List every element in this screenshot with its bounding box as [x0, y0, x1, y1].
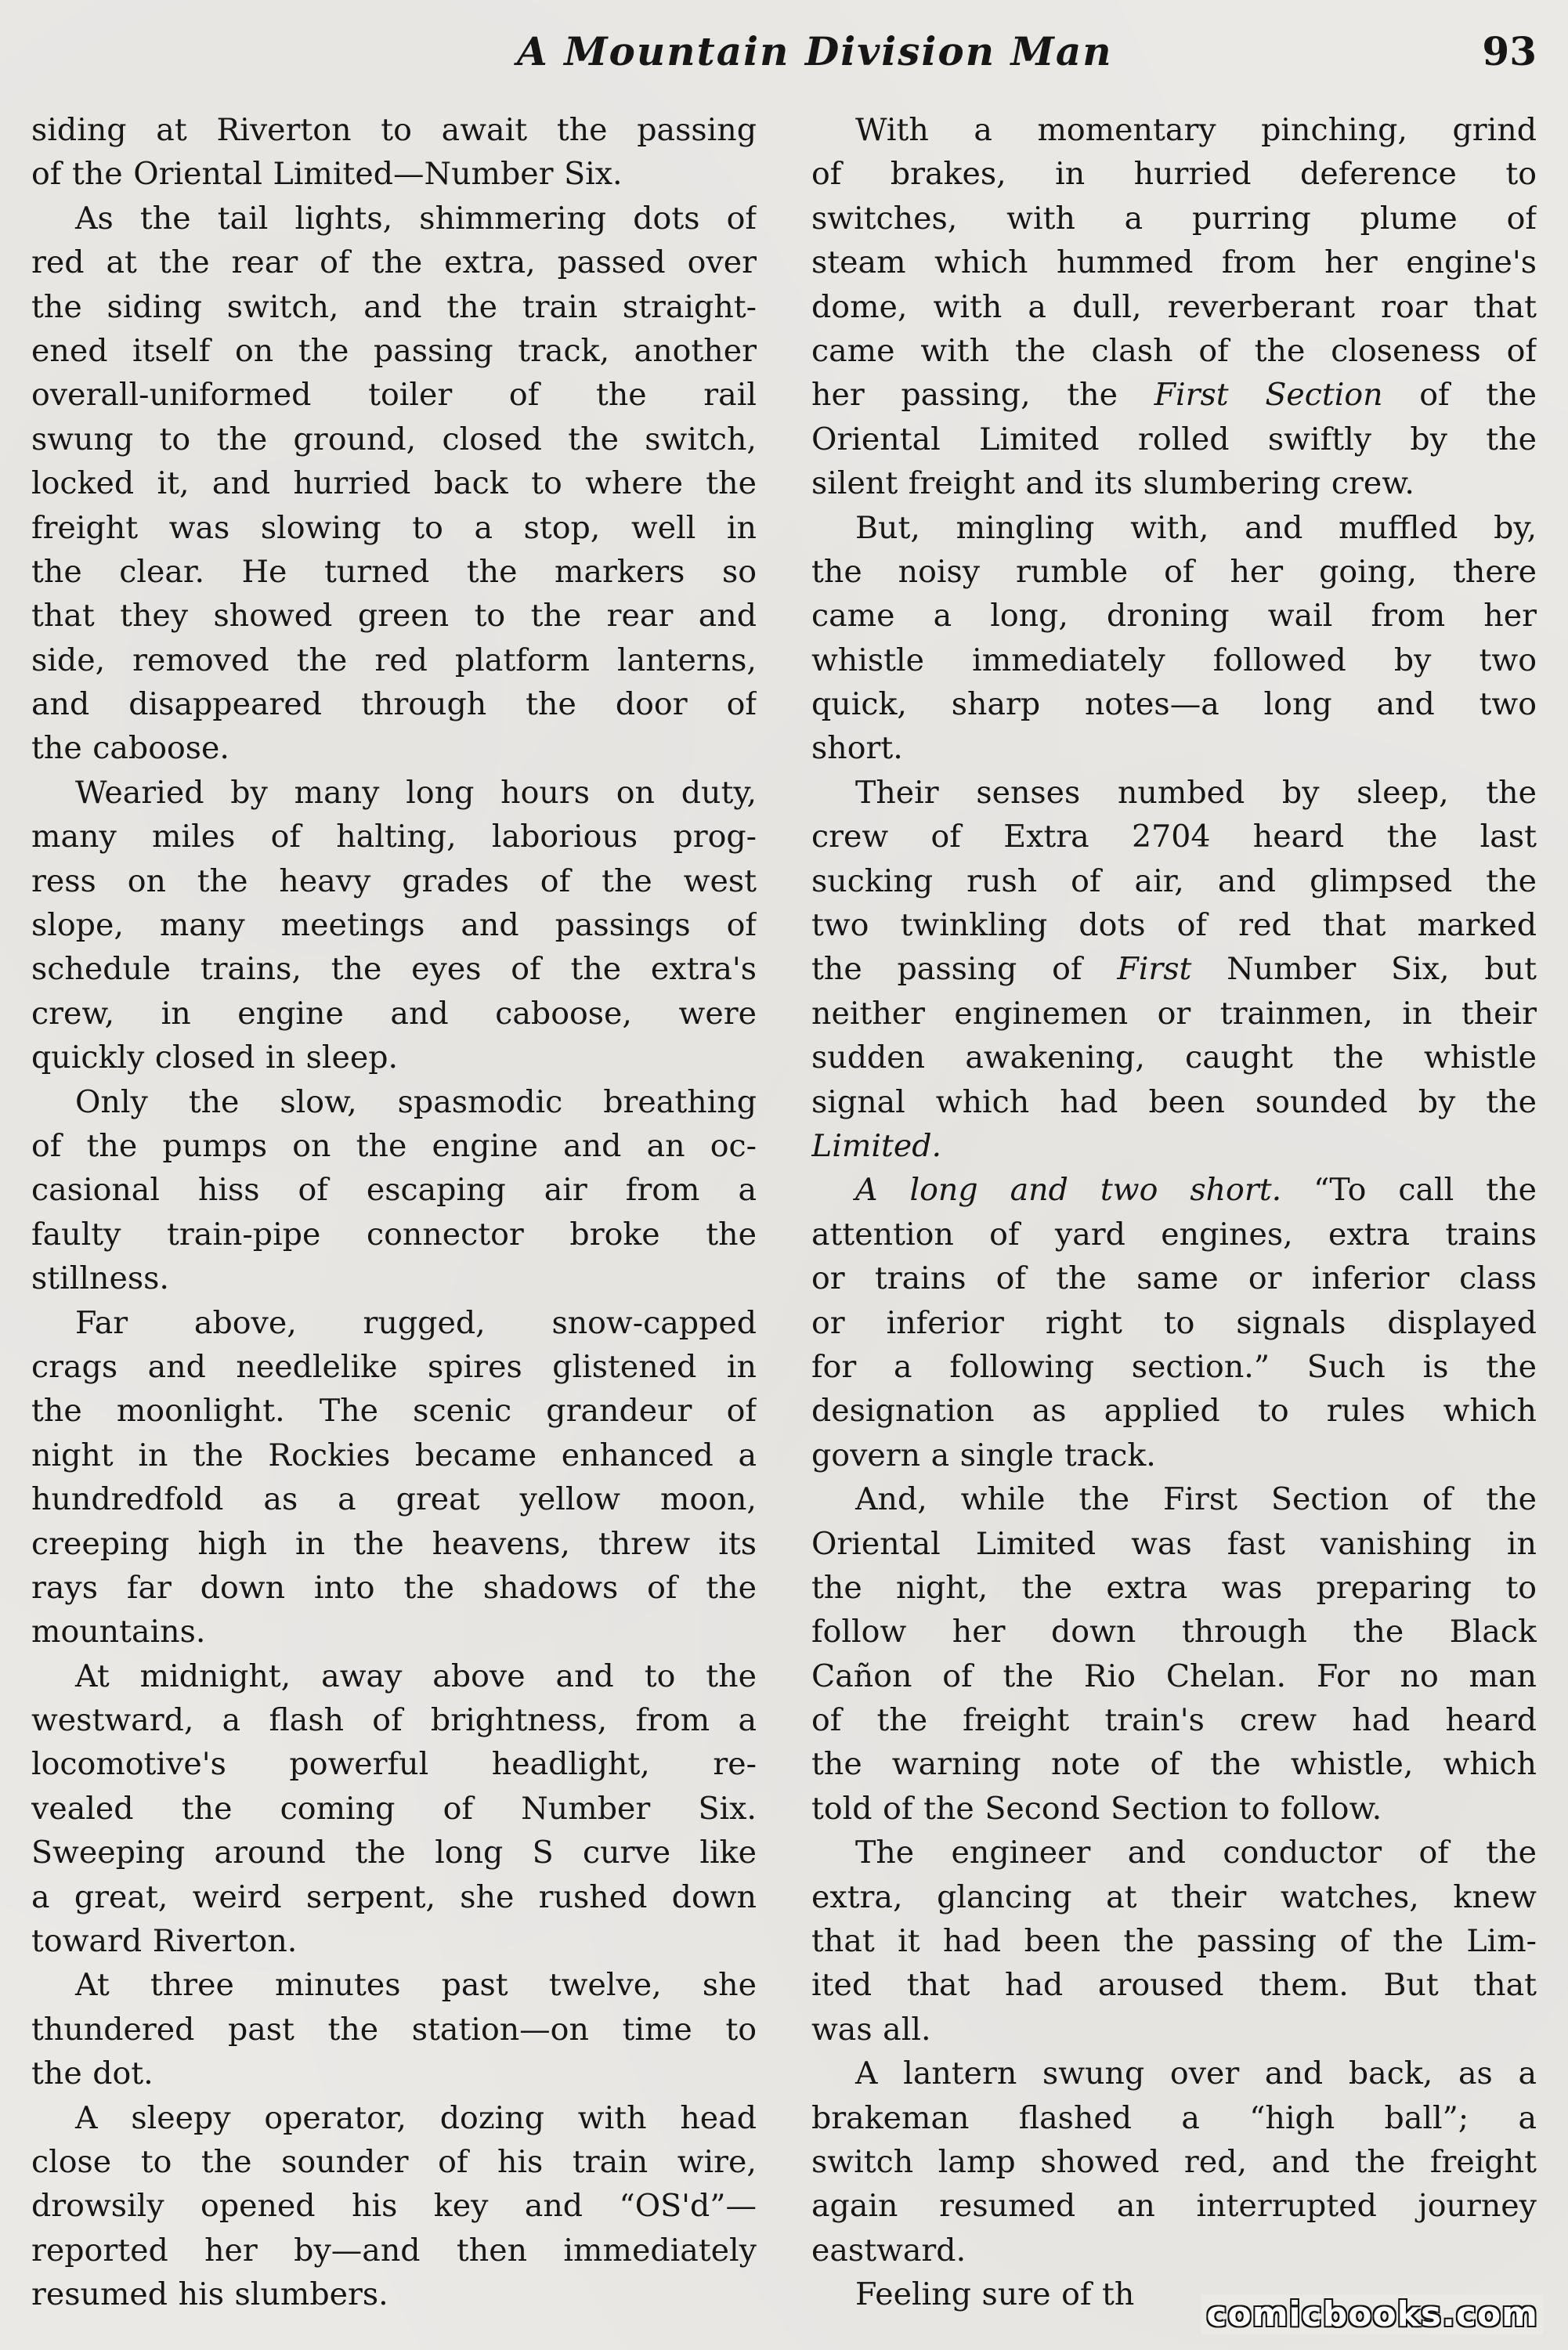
text-line: vealed the coming of Number Six.	[31, 1790, 757, 1827]
text-line: overall-uniformed toiler of the rail	[31, 377, 757, 414]
text-line: dome, with a dull, reverberant roar that	[811, 288, 1537, 325]
text-line: rays far down into the shadows of the	[31, 1569, 757, 1606]
text-line: the night, the extra was preparing to	[811, 1569, 1537, 1606]
text-line: steam which hummed from her engine's	[811, 244, 1537, 281]
text-line: and disappeared through the door of	[31, 686, 757, 723]
text-line: As the tail lights, shimmering dots of	[75, 200, 757, 237]
text-line: red at the rear of the extra, passed over	[31, 244, 757, 281]
page-number: 93	[1482, 28, 1537, 74]
text-line: crew of Extra 2704 heard the last	[811, 819, 1537, 855]
text-line: Feeling sure of th	[855, 2276, 1135, 2313]
text-line: came a long, droning wail from her	[811, 598, 1537, 634]
text-line: Only the slow, spasmodic breathing	[75, 1083, 757, 1120]
text-line: At three minutes past twelve, she	[75, 1967, 757, 2004]
text-line: resumed his slumbers.	[31, 2276, 388, 2313]
text-line: signal which had been sounded by the	[811, 1083, 1537, 1120]
right-column	[811, 108, 1537, 2325]
text-line: A sleepy operator, dozing with head	[75, 2099, 757, 2136]
text-line: Their senses numbed by sleep, the	[855, 774, 1537, 811]
text-line: locked it, and hurried back to where the	[31, 465, 757, 502]
text-line: drowsily opened his key and “OS'd”—	[31, 2188, 757, 2225]
text-line: crags and needlelike spires glistened in	[31, 1348, 757, 1385]
text-line: thundered past the station—on time to	[31, 2011, 757, 2048]
running-title: A Mountain Division Man	[517, 28, 1113, 74]
text-line: ress on the heavy grades of the west	[31, 862, 757, 899]
text-line: With a momentary pinching, grind	[855, 112, 1537, 148]
text-line: extra, glancing at their watches, knew	[811, 1878, 1537, 1915]
text-line: or inferior right to signals displayed	[811, 1304, 1537, 1341]
text-line: again resumed an interrupted journey	[811, 2188, 1537, 2225]
text-line: westward, a flash of brightness, from a	[31, 1702, 757, 1739]
text-line: Far above, rugged, snow-capped	[75, 1304, 757, 1341]
text-line: quickly closed in sleep.	[31, 1039, 399, 1076]
text-line: hundredfold as a great yellow moon,	[31, 1481, 757, 1518]
text-line: creeping high in the heavens, threw its	[31, 1525, 757, 1562]
text-line: casional hiss of escaping air from a	[31, 1172, 757, 1209]
text-line: the dot.	[31, 2055, 154, 2092]
text-columns	[31, 108, 1537, 2325]
text-line: was all.	[811, 2011, 931, 2048]
text-line: or trains of the same or inferior class	[811, 1260, 1537, 1297]
text-line: quick, sharp notes—a long and two	[811, 686, 1537, 723]
text-line: attention of yard engines, extra trains	[811, 1216, 1537, 1253]
text-line: designation as applied to rules which	[811, 1393, 1537, 1430]
text-line: stillness.	[31, 1260, 169, 1297]
text-line: short.	[811, 730, 903, 767]
text-line: sucking rush of air, and glimpsed the	[811, 862, 1537, 899]
text-line: the warning note of the whistle, which	[811, 1746, 1537, 1783]
text-line: At midnight, away above and to the	[75, 1658, 757, 1694]
text-line: side, removed the red platform lanterns,	[31, 642, 757, 678]
text-line: that they showed green to the rear and	[31, 598, 757, 634]
text-line: two twinkling dots of red that marked	[811, 907, 1537, 944]
text-line: reported her by—and then immediately	[31, 2232, 757, 2269]
text-line: eastward.	[811, 2232, 966, 2269]
text-line: ited that had aroused them. But that	[811, 1967, 1537, 2004]
text-line: faulty train-pipe connector broke the	[31, 1216, 757, 1253]
text-line: the moonlight. The scenic grandeur of	[31, 1393, 757, 1430]
text-line: the caboose.	[31, 730, 229, 767]
text-line: The engineer and conductor of the	[855, 1835, 1537, 1871]
text-line: the siding switch, and the train straight-	[31, 288, 757, 325]
text-line: Sweeping around the long S curve like	[31, 1835, 757, 1871]
text-line: crew, in engine and caboose, were	[31, 995, 757, 1032]
text-line: schedule trains, the eyes of the extra's	[31, 951, 757, 988]
text-line: A long and two short. “To call the	[855, 1172, 1537, 1209]
text-line: night in the Rockies became enhanced a	[31, 1437, 757, 1473]
text-line: the clear. He turned the markers so	[31, 553, 757, 590]
text-line: a great, weird serpent, she rushed down	[31, 1878, 757, 1915]
text-line: Cañon of the Rio Chelan. For no man	[811, 1658, 1537, 1694]
text-line: switches, with a purring plume of	[811, 200, 1537, 237]
text-line: govern a single track.	[811, 1437, 1156, 1473]
text-line: of the pumps on the engine and an oc-	[31, 1127, 757, 1164]
text-line: Oriental Limited rolled swiftly by the	[811, 421, 1537, 457]
text-line: swung to the ground, closed the switch,	[31, 421, 757, 457]
text-line: switch lamp showed red, and the freight	[811, 2143, 1537, 2180]
text-line: for a following section.” Such is the	[811, 1348, 1537, 1385]
text-line: Oriental Limited was fast vanishing in	[811, 1525, 1537, 1562]
text-line: But, mingling with, and muffled by,	[855, 509, 1537, 546]
text-line: the noisy rumble of her going, there	[811, 553, 1537, 590]
text-line: sudden awakening, caught the whistle	[811, 1039, 1537, 1076]
text-line: ened itself on the passing track, another	[31, 332, 757, 369]
text-line: freight was slowing to a stop, well in	[31, 509, 757, 546]
text-line: follow her down through the Black	[811, 1614, 1537, 1650]
text-line: And, while the First Section of the	[855, 1481, 1537, 1518]
text-line: came with the clash of the closeness of	[811, 332, 1537, 369]
text-line: slope, many meetings and passings of	[31, 907, 757, 944]
text-line: told of the Second Section to follow.	[811, 1790, 1382, 1827]
text-line: that it had been the passing of the Lim-	[811, 1923, 1537, 1960]
text-line: brakeman flashed a “high ball”; a	[811, 2099, 1537, 2136]
text-line: mountains.	[31, 1614, 206, 1650]
text-line: of the freight train's crew had heard	[811, 1702, 1537, 1739]
text-line: neither enginemen or trainmen, in their	[811, 995, 1537, 1032]
text-line: many miles of halting, laborious prog-	[31, 819, 757, 855]
text-line: the passing of First Number Six, but	[811, 951, 1537, 988]
text-line: silent freight and its slumbering crew.	[811, 465, 1414, 502]
text-line: of brakes, in hurried deference to	[811, 156, 1537, 193]
watermark: comicbooks.com	[1201, 2294, 1543, 2334]
text-line: toward Riverton.	[31, 1923, 298, 1960]
text-line: Wearied by many long hours on duty,	[75, 774, 757, 811]
text-line: close to the sounder of his train wire,	[31, 2143, 757, 2180]
left-column	[31, 108, 757, 2325]
text-line: of the Oriental Limited—Number Six.	[31, 156, 623, 193]
text-line: siding at Riverton to await the passing	[31, 112, 757, 148]
text-line: A lantern swung over and back, as a	[855, 2055, 1537, 2092]
text-line: whistle immediately followed by two	[811, 642, 1537, 678]
running-header	[31, 22, 1537, 85]
text-line: her passing, the First Section of the	[811, 377, 1537, 414]
text-line: Limited.	[811, 1127, 942, 1164]
text-line: locomotive's powerful headlight, re-	[31, 1746, 757, 1783]
